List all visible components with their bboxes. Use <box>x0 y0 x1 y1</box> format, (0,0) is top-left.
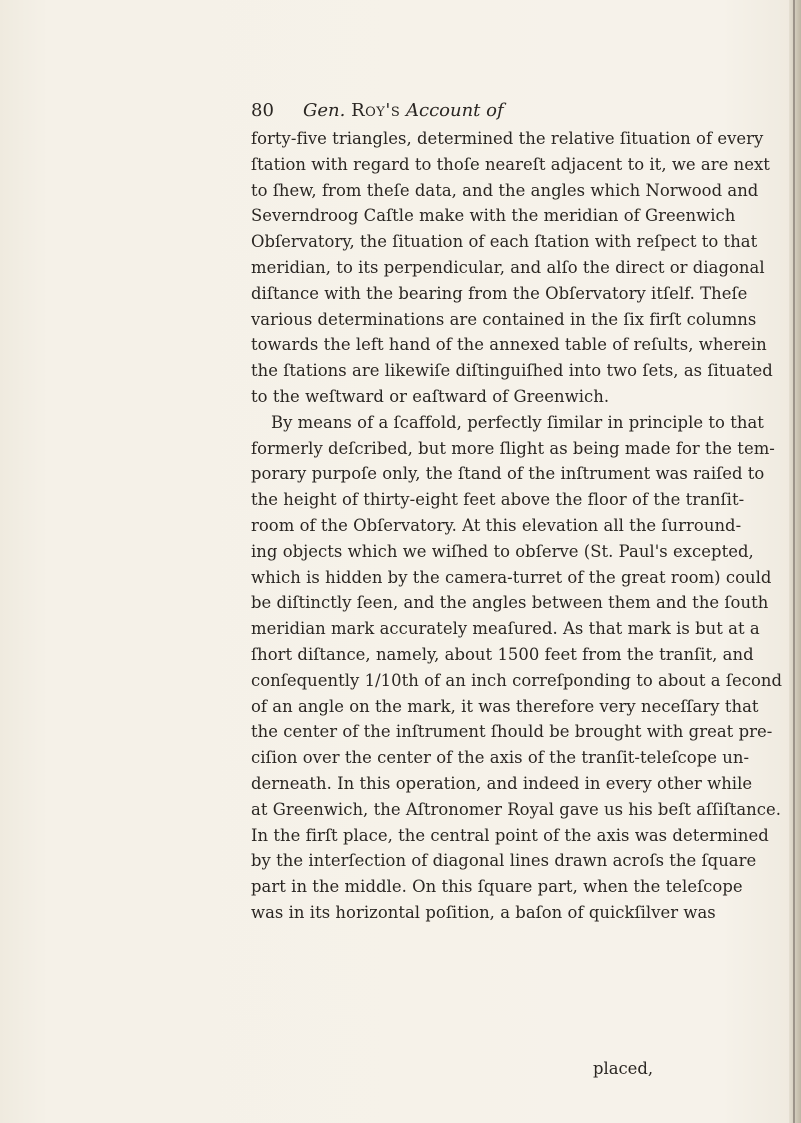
text-line: the center of the inſtrument ſhould be brought with great pre- <box>251 722 773 742</box>
text-line: conſequently 1/10th of an inch correſponding to about a ſecond <box>251 670 783 690</box>
running-head-title: Account of <box>405 100 504 121</box>
text-line: meridian, to its perpendicular, and alſo the direct or diagonal <box>251 257 765 277</box>
text-line: forty-five triangles, determined the relative ſituation of every <box>251 129 764 148</box>
text-line: of an angle on the mark, it was therefore very neceſſary that <box>251 696 759 716</box>
page-header <box>251 98 651 124</box>
text-line: derneath. In this operation, and indeed in every other while <box>251 773 753 793</box>
text-line: the ſtations are likewiſe diſtinguiſhed into two ſets, as ſituated <box>251 361 773 381</box>
running-head-gen: Gen. <box>303 100 346 121</box>
text-line: various determinations are contained in the ſix firſt columns <box>251 309 757 329</box>
running-head <box>303 98 504 124</box>
text-line: was in its horizontal poſition, a baſon of quickſilver was <box>251 902 716 922</box>
text-line: part in the middle. On this ſquare part, when the teleſcope <box>251 877 743 897</box>
page-number: 80 <box>251 100 274 121</box>
text-line: diſtance with the bearing from the Obſervatory itſelf. Theſe <box>251 283 748 303</box>
text-line: porary purpoſe only, the ſtand of the inſtrument was raiſed to <box>251 464 765 484</box>
text-line: to ſhew, from theſe data, and the angles which Norwood and <box>251 180 759 200</box>
text-line: ſtation with regard to thoſe neareſt adjacent to it, we are next <box>251 154 770 174</box>
text-line: meridian mark accurately meaſured. As that mark is but at a <box>251 619 760 639</box>
text-line: room of the Obſervatory. At this elevation all the ſurround- <box>251 515 742 535</box>
text-line: towards the left hand of the annexed table of reſults, wherein <box>251 335 767 355</box>
text-line: In the firſt place, the central point of the axis was determined <box>251 825 769 845</box>
text-line: ciſion over the center of the axis of the tranſit-teleſcope un- <box>251 748 750 768</box>
text-line: formerly deſcribed, but more ſlight as being made for the tem- <box>251 438 775 458</box>
text-line: which is hidden by the camera-turret of the great room) could <box>251 567 772 587</box>
running-head-author: Roy's <box>351 100 401 121</box>
text-line: by the interſection of diagonal lines drawn acroſs the ſquare <box>251 851 757 871</box>
text-line: Severndroog Caſtle make with the meridian of Greenwich <box>251 206 736 226</box>
page-gutter-shadow <box>789 0 801 1123</box>
text-line: the height of thirty-eight feet above the floor of the tranſit- <box>251 490 745 510</box>
text-line: ſhort diſtance, namely, about 1500 feet from the tranſit, and <box>251 644 754 664</box>
binding-edge <box>793 0 795 1123</box>
text-line: to the weſtward or eaſtward of Greenwich. <box>251 386 610 406</box>
text-line: ing objects which we wiſhed to obſerve (St. Paul's excepted, <box>251 541 754 561</box>
catchword: placed, <box>593 1059 654 1078</box>
body-text <box>251 126 783 926</box>
text-line: Obſervatory, the ſituation of each ſtation with reſpect to that <box>251 232 758 252</box>
text-line: at Greenwich, the Aſtronomer Royal gave us his beſt aſſiſtance. <box>251 799 781 819</box>
text-line: be diſtinctly ſeen, and the angles between them and the ſouth <box>251 593 769 613</box>
text-line: By means of a ſcaffold, perfectly ſimilar in principle to that <box>271 412 764 432</box>
